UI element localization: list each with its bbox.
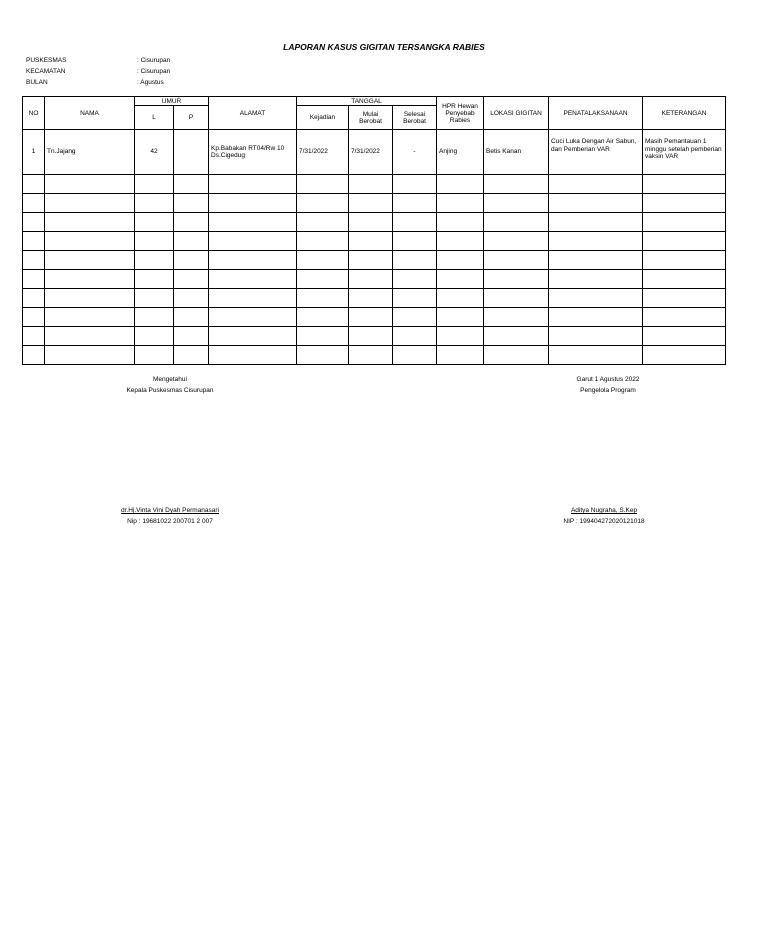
cell-alamat: Kp.Babakan RT04/Rw 10 Ds.Cigedug <box>209 130 297 175</box>
header-umur-l: L <box>135 106 174 130</box>
header-penatalaksanaan: PENATALAKSANAAN <box>549 97 643 130</box>
header-no: NO <box>23 97 45 130</box>
cell-mulai-berobat: 7/31/2022 <box>349 130 393 175</box>
cell-lokasi: Betis Kanan <box>484 130 549 175</box>
signature-left-line1: Mengetahui <box>153 376 187 383</box>
empty-row <box>23 213 726 232</box>
cell-nama: Tn.Jajang <box>45 130 135 175</box>
meta-value: : Agustus <box>137 79 164 86</box>
empty-row <box>23 327 726 346</box>
header-hpr: HPR Hewan Penyebab Rabies <box>437 97 484 130</box>
signature-left-id: Nip : 19681022 200701 2 007 <box>127 518 213 525</box>
signature-left-header <box>60 376 280 398</box>
meta-value: : Cisurupan <box>137 57 171 64</box>
header-alamat: ALAMAT <box>209 97 297 130</box>
meta-value: : Cisurupan <box>137 68 171 75</box>
header-lokasi: LOKASI GIGITAN <box>484 97 549 130</box>
header-tanggal: TANGGAL <box>297 97 437 106</box>
header-nama: NAMA <box>45 97 135 130</box>
cell-umur-l: 42 <box>135 130 174 175</box>
empty-row <box>23 232 726 251</box>
signature-right-line2: Pengelola Program <box>580 387 636 394</box>
cell-umur-p <box>174 130 209 175</box>
empty-row <box>23 289 726 308</box>
meta-label: KECAMATAN <box>26 68 66 75</box>
header-mulai-berobat: Mulai Berobat <box>349 106 393 130</box>
report-title: LAPORAN KASUS GIGITAN TERSANGKA RABIES <box>283 42 485 52</box>
signature-right-name: Aditya Nugraha, S.Kep <box>570 507 638 514</box>
signature-left-name: dr.Hj.Vinta Vini Dyah Permanasari <box>120 507 220 514</box>
signature-right-id: NIP : 199404272020121018 <box>563 518 645 525</box>
signature-right-header <box>498 376 718 398</box>
empty-row <box>23 175 726 194</box>
header-selesai-berobat: Selesai Berobat <box>393 106 437 130</box>
header-keterangan: KETERANGAN <box>643 97 726 130</box>
header-kejadian: Kejadian <box>297 106 349 130</box>
report-table <box>22 96 726 365</box>
cell-no: 1 <box>23 130 45 175</box>
cell-keterangan: Masih Pemantauan 1 minggu setelah pemberian vaksin VAR <box>643 130 726 175</box>
header-umur: UMUR <box>135 97 209 106</box>
cell-kejadian: 7/31/2022 <box>297 130 349 175</box>
cell-penatalaksanaan: Cuci Luka Dengan Air Sabun, dan Pemberian VAR <box>549 130 643 175</box>
table-row <box>23 130 726 175</box>
cell-hpr: Anjing <box>437 130 484 175</box>
meta-label: BULAN <box>26 79 48 86</box>
empty-row <box>23 270 726 289</box>
signature-right-line1: Garut 1 Agustus 2022 <box>576 376 640 383</box>
empty-row <box>23 251 726 270</box>
signature-left-footer <box>60 507 280 529</box>
signature-left-line2: Kepala Puskesmas Cisurupan <box>126 387 214 394</box>
empty-row <box>23 308 726 327</box>
meta-label: PUSKESMAS <box>26 57 67 64</box>
cell-selesai-berobat: - <box>393 130 437 175</box>
signature-right-footer <box>494 507 714 529</box>
header-umur-p: P <box>174 106 209 130</box>
empty-row <box>23 346 726 365</box>
empty-row <box>23 194 726 213</box>
